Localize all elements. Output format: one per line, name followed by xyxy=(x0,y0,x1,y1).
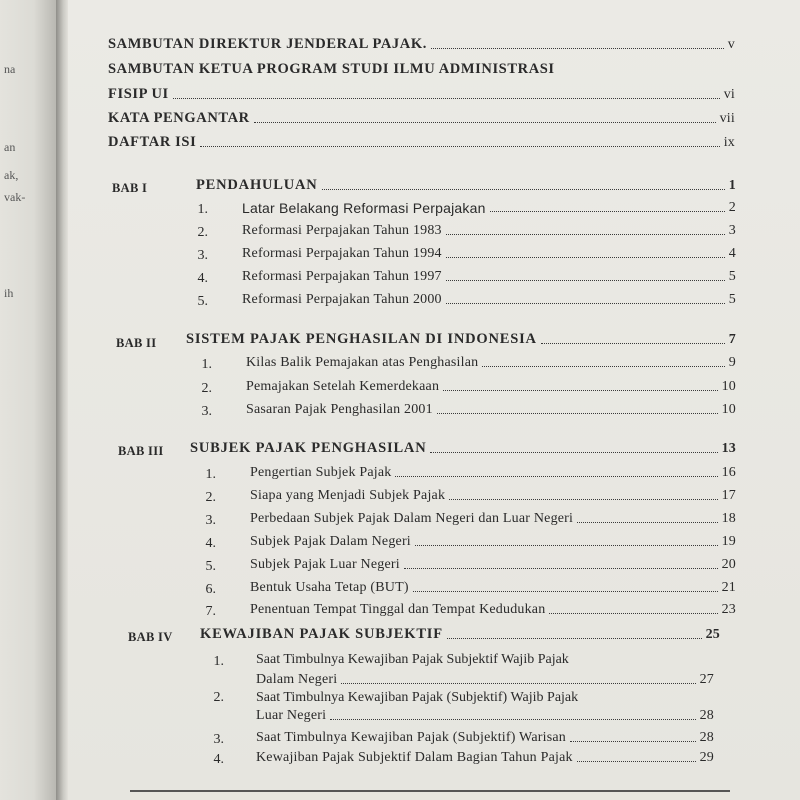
dot-leader xyxy=(549,613,717,614)
item-number: 1. xyxy=(205,467,216,482)
dot-leader xyxy=(415,545,718,546)
toc-item[interactable] xyxy=(250,488,736,504)
dot-leader xyxy=(430,452,717,453)
toc-page-number: 19 xyxy=(721,534,736,549)
toc-item[interactable] xyxy=(250,534,736,550)
toc-page-number: 16 xyxy=(721,465,736,480)
dot-leader xyxy=(446,234,725,235)
toc-item[interactable] xyxy=(250,511,736,527)
dot-leader xyxy=(322,189,725,190)
toc-page-number: 20 xyxy=(721,557,736,572)
toc-item[interactable] xyxy=(256,730,714,746)
dot-leader xyxy=(330,719,695,720)
toc-entry-label-line1: SAMBUTAN KETUA PROGRAM STUDI ILMU ADMINISTRASI xyxy=(108,61,555,77)
item-number: 5. xyxy=(205,559,216,574)
item-title: Penentuan Tempat Tinggal dan Tempat Kedudukan xyxy=(250,602,546,617)
toc-entry-label: SAMBUTAN DIREKTUR JENDERAL PAJAK. xyxy=(108,36,427,52)
toc-item[interactable] xyxy=(242,246,736,262)
dot-leader xyxy=(570,741,696,742)
left-page-fragment: an xyxy=(4,140,16,154)
item-number: 7. xyxy=(205,604,216,619)
toc-page-number: 27 xyxy=(699,672,714,687)
item-title: Pemajakan Setelah Kemerdekaan xyxy=(246,379,440,394)
toc-item[interactable] xyxy=(256,672,714,688)
toc-item[interactable] xyxy=(246,355,736,371)
toc-page-number: 29 xyxy=(699,750,714,765)
toc-page-number: 1 xyxy=(728,178,736,193)
dot-leader xyxy=(447,638,702,639)
item-number: 2. xyxy=(213,690,224,705)
item-title: Pengertian Subjek Pajak xyxy=(250,465,392,480)
left-page-edge xyxy=(0,0,56,800)
chapter-heading-subjek-pajak[interactable] xyxy=(190,440,736,457)
item-title: Reformasi Perpajakan Tahun 2000 xyxy=(242,292,442,307)
toc-page-number: 17 xyxy=(721,488,736,503)
toc-entry-kata-pengantar[interactable] xyxy=(108,110,735,127)
toc-page-number: ix xyxy=(723,135,735,150)
toc-entry-daftar-isi[interactable] xyxy=(108,134,735,151)
item-number: 4. xyxy=(197,271,208,286)
item-number: 3. xyxy=(197,248,208,263)
item-title: Subjek Pajak Dalam Negeri xyxy=(250,534,411,549)
chapter-title: PENDAHULUAN xyxy=(196,177,318,193)
toc-page-number: 21 xyxy=(721,580,736,595)
toc-item[interactable] xyxy=(242,223,736,239)
dot-leader xyxy=(577,761,696,762)
toc-page-number: 13 xyxy=(721,441,736,456)
footer-rule xyxy=(130,790,730,792)
chapter-heading-sistem-pph[interactable] xyxy=(186,331,736,348)
toc-page-number: 10 xyxy=(721,402,736,417)
item-number: 3. xyxy=(205,513,216,528)
dot-leader xyxy=(577,522,717,523)
toc-entry-sambutan-ketua[interactable] xyxy=(108,86,735,103)
item-title-line1: Saat Timbulnya Kewajiban Pajak Subjektif Wajib Pajak xyxy=(256,652,569,667)
dot-leader xyxy=(431,48,724,49)
item-number: 6. xyxy=(205,582,216,597)
item-title: Reformasi Perpajakan Tahun 1983 xyxy=(242,223,442,238)
toc-page-number: 28 xyxy=(699,730,714,745)
toc-page-number: vii xyxy=(719,111,735,126)
dot-leader xyxy=(173,98,720,99)
dot-leader xyxy=(413,591,718,592)
toc-page-number: 5 xyxy=(728,292,736,307)
item-title: Latar Belakang Reformasi Perpajakan xyxy=(242,200,486,216)
dot-leader xyxy=(443,390,717,391)
item-title: Siapa yang Menjadi Subjek Pajak xyxy=(250,488,446,503)
dot-leader xyxy=(200,146,719,147)
toc-item[interactable] xyxy=(256,708,714,724)
item-title: Kilas Balik Pemajakan atas Penghasilan xyxy=(246,355,479,370)
dot-leader xyxy=(446,280,725,281)
left-page-fragment: na xyxy=(4,62,16,76)
dot-leader xyxy=(437,413,718,414)
item-title: Sasaran Pajak Penghasilan 2001 xyxy=(246,402,433,417)
item-number: 2. xyxy=(205,490,216,505)
item-number: 5. xyxy=(197,294,208,309)
item-title-line1: Saat Timbulnya Kewajiban Pajak (Subjektif) Wajib Pajak xyxy=(256,690,579,705)
item-title: Subjek Pajak Luar Negeri xyxy=(250,557,400,572)
toc-entry-label: FISIP UI xyxy=(108,86,169,102)
chapter-number: BAB II xyxy=(116,336,157,350)
chapter-title: KEWAJIBAN PAJAK SUBJEKTIF xyxy=(200,626,443,642)
toc-page-number: v xyxy=(727,37,735,52)
toc-page-number: 10 xyxy=(721,379,736,394)
item-title: Reformasi Perpajakan Tahun 1997 xyxy=(242,269,442,284)
item-number: 2. xyxy=(197,225,208,240)
left-page-fragment: ih xyxy=(4,286,14,300)
toc-entry-sambutan-dirjen[interactable] xyxy=(108,36,735,53)
dot-leader xyxy=(490,211,725,212)
dot-leader xyxy=(254,122,716,123)
toc-page-number: 28 xyxy=(699,708,714,723)
toc-item[interactable] xyxy=(250,602,736,618)
dot-leader xyxy=(446,303,725,304)
toc-item[interactable] xyxy=(250,557,736,573)
chapter-title: SUBJEK PAJAK PENGHASILAN xyxy=(190,440,427,456)
left-page-fragment: vak- xyxy=(4,190,26,204)
chapter-number: BAB IV xyxy=(128,630,173,644)
chapter-heading-pendahuluan[interactable] xyxy=(196,177,736,194)
toc-page-number: 7 xyxy=(728,332,736,347)
toc-page-number: 9 xyxy=(728,355,736,370)
item-number: 1. xyxy=(197,202,208,217)
toc-item[interactable] xyxy=(242,292,736,308)
toc-page-number: vi xyxy=(723,87,735,102)
dot-leader xyxy=(404,568,718,569)
toc-page-number: 2 xyxy=(728,200,736,215)
item-title: Dalam Negeri xyxy=(256,672,338,687)
toc-item[interactable] xyxy=(242,269,736,285)
toc-item[interactable] xyxy=(256,750,714,766)
toc-page-number: 3 xyxy=(728,223,736,238)
chapter-title: SISTEM PAJAK PENGHASILAN DI INDONESIA xyxy=(186,331,537,347)
dot-leader xyxy=(482,366,724,367)
item-number: 3. xyxy=(201,404,212,419)
book-gutter xyxy=(56,0,68,800)
item-title: Saat Timbulnya Kewajiban Pajak (Subjektif) Warisan xyxy=(256,730,566,745)
toc-item[interactable] xyxy=(250,580,736,596)
toc-entry-label: DAFTAR ISI xyxy=(108,134,197,150)
toc-page-number: 23 xyxy=(721,602,736,617)
toc-item[interactable] xyxy=(242,200,736,216)
chapter-heading-kewajiban-subjektif[interactable] xyxy=(200,626,720,643)
toc-item[interactable] xyxy=(246,402,736,418)
item-number: 4. xyxy=(205,536,216,551)
left-page-fragment: ak, xyxy=(4,168,19,182)
dot-leader xyxy=(446,257,725,258)
item-title: Luar Negeri xyxy=(256,708,327,723)
toc-page-number: 5 xyxy=(728,269,736,284)
item-number: 1. xyxy=(213,654,224,669)
item-number: 2. xyxy=(201,381,212,396)
item-title: Perbedaan Subjek Pajak Dalam Negeri dan Luar Negeri xyxy=(250,511,574,526)
toc-page-number: 4 xyxy=(728,246,736,261)
toc-page-number: 18 xyxy=(721,511,736,526)
item-number: 3. xyxy=(213,732,224,747)
toc-page-number: 25 xyxy=(705,627,720,642)
dot-leader xyxy=(341,683,695,684)
item-title: Bentuk Usaha Tetap (BUT) xyxy=(250,580,409,595)
chapter-number: BAB I xyxy=(112,181,148,195)
item-title: Reformasi Perpajakan Tahun 1994 xyxy=(242,246,442,261)
item-title: Kewajiban Pajak Subjektif Dalam Bagian Tahun Pajak xyxy=(256,750,573,765)
toc-entry-label: KATA PENGANTAR xyxy=(108,110,250,126)
dot-leader xyxy=(449,499,717,500)
dot-leader xyxy=(541,343,725,344)
toc-item[interactable] xyxy=(250,465,736,481)
item-number: 1. xyxy=(201,357,212,372)
dot-leader xyxy=(395,476,717,477)
chapter-number: BAB III xyxy=(118,444,164,458)
item-number: 4. xyxy=(213,752,224,767)
toc-item[interactable] xyxy=(246,379,736,395)
